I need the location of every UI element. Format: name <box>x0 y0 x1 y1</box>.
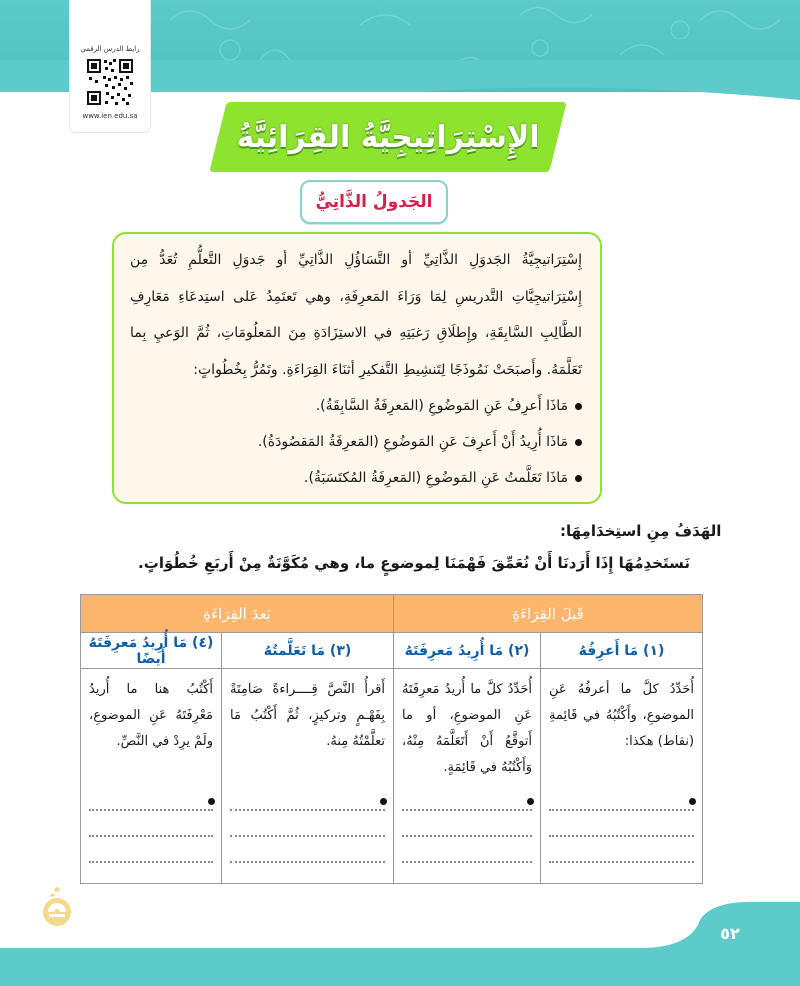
group-header-before: قَبلَ القِرَاءَةِ <box>394 595 703 633</box>
bullet-icon <box>380 798 387 805</box>
bullet-icon <box>208 798 215 805</box>
description-box <box>112 232 602 504</box>
table-cell <box>81 669 222 884</box>
answer-line[interactable] <box>402 837 532 863</box>
answer-line[interactable] <box>230 837 385 863</box>
list-item: مَاذَا أَعرِفُ عَنِ المَوضُوعِ (المَعرِفَةُ السَّابِقَةُ). <box>130 388 582 424</box>
answer-lines[interactable] <box>89 785 213 863</box>
bullet-icon <box>527 798 534 805</box>
column-header: (٣) مَا تَعَلَّمتُهُ <box>222 633 394 669</box>
publisher-logo-icon <box>40 884 74 930</box>
page-number: ٥٢ <box>720 924 740 943</box>
answer-lines[interactable] <box>402 785 532 863</box>
table-cell <box>222 669 394 884</box>
answer-line[interactable] <box>230 811 385 837</box>
qr-card[interactable] <box>70 0 150 132</box>
goal-text: نَستَخدِمُهَا إِذَا أَرَدنَا أَنْ نُعَمِّقَ فَهْمَنَا لِموضوعٍ ما، وهي مُكَوَّنَةٌ مِنْ أَربَعِ خُطُوَاتٍ. <box>138 554 690 572</box>
cell-text: أُحَدِّدُ كلَّ ما أعرفُهُ عَنِ الموضوعِ، وأَكْتُبُهُ في قَائِمةِ (نقاط) هكذا: <box>549 682 695 749</box>
qr-url[interactable]: www.ien.edu.sa <box>82 112 138 120</box>
description-paragraph: إِسْتِرَاتيجِيَّةُ الجَدوَلِ الذَّاتِيِّ أو التَّسَاؤُلِ الذَّاتِيِّ أو جَدوَلِ التَّعلُّمِ تُعَدُّ مِن إِسْتِرَاتيجِيَّاتِ التَّدريسِ لِمَا وَرَاءَ المَعرِفَةِ، وهي تَعتَمِدُ عَلى استِدعَاءِ مَعَارِفِ الطَّالِبِ السَّابِقَةِ، وإِطلَاقِ رَغبَتِهِ في الاستِزَادَةِ مِنَ المَعلُومَاتِ، ثُمَّ الوَعيِ بِما تَعَلَّمَهُ. وأَصبَحَتْ نَمُوذَجًا لِتَنشِيطِ التَّفكيرِ أثنَاءَ القِرَاءَةِ. وتَمُرُّ بِخُطُواتٍ: <box>130 252 582 378</box>
section-subtitle: الجَدولُ الذَّاتِيُّ <box>300 180 448 224</box>
kwl-table <box>80 594 703 884</box>
answer-lines[interactable] <box>549 785 694 863</box>
page-title: الإِسْتِرَاتِيجِيَّةُ القِرَائِيَّةُ <box>236 119 540 155</box>
answer-line[interactable] <box>89 811 213 837</box>
answer-line[interactable] <box>549 811 694 837</box>
column-header: (١) مَا أَعرِفُهُ <box>541 633 703 669</box>
answer-line[interactable] <box>89 837 213 863</box>
answer-line[interactable] <box>230 785 385 811</box>
list-item: مَاذَا تَعَلَّمتُ عَنِ المَوضُوعِ (المَعرِفَةُ المُكتَسَبَةُ). <box>130 460 582 496</box>
answer-lines[interactable] <box>230 785 385 863</box>
answer-line[interactable] <box>549 785 694 811</box>
column-header: (٤) مَا أُرِيدُ مَعرِفَتَهُ أَيضًا <box>81 633 222 669</box>
group-header-after: بَعدَ القِرَاءَةِ <box>81 595 394 633</box>
qr-code-icon[interactable] <box>86 58 134 106</box>
answer-line[interactable] <box>549 837 694 863</box>
answer-line[interactable] <box>402 785 532 811</box>
footer-band <box>0 948 800 986</box>
qr-label: رابط الدرس الرقمي <box>80 45 140 53</box>
answer-line[interactable] <box>89 785 213 811</box>
table-cell <box>541 669 703 884</box>
cell-text: أُحَدِّدُ كلَّ ما أُريدُ مَعرِفَتَهُ عَنِ الموضوعِ، أو ما أَتوقَّعُ أَنْ أَتَعَلَّمَهُ مِنْهُ، وَأَكْتُبُهُ في قَائِمَةٍ. <box>402 682 533 775</box>
column-header: (٢) مَا أُرِيدُ مَعرِفَتَهُ <box>394 633 541 669</box>
goal-heading: الهَدَفُ مِنِ استِخدَامِهَا: <box>560 522 722 540</box>
cell-text: أَكْتُبُ هنا ما أُريدُ مَعْرِفَتَهُ عَنِ الموضوعِ، ولَمْ يرِدْ في النَّصِّ. <box>89 682 214 749</box>
table-cell <box>394 669 541 884</box>
answer-line[interactable] <box>402 811 532 837</box>
list-item: مَاذَا أُرِيدُ أَنْ أَعرِفَ عَنِ المَوضُوعِ (المَعرِفَةُ المَقصُودَةُ). <box>130 424 582 460</box>
bullet-icon <box>689 798 696 805</box>
steps-list <box>130 388 582 496</box>
cell-text: أَقرأُ النَّصَّ قِــــراءةً صَامِتَةً بِفَهْـمٍ وتركيزٍ، ثُمَّ أَكْتُبُ مَا تعلَّمْتُهُ مِنهُ. <box>230 682 386 749</box>
